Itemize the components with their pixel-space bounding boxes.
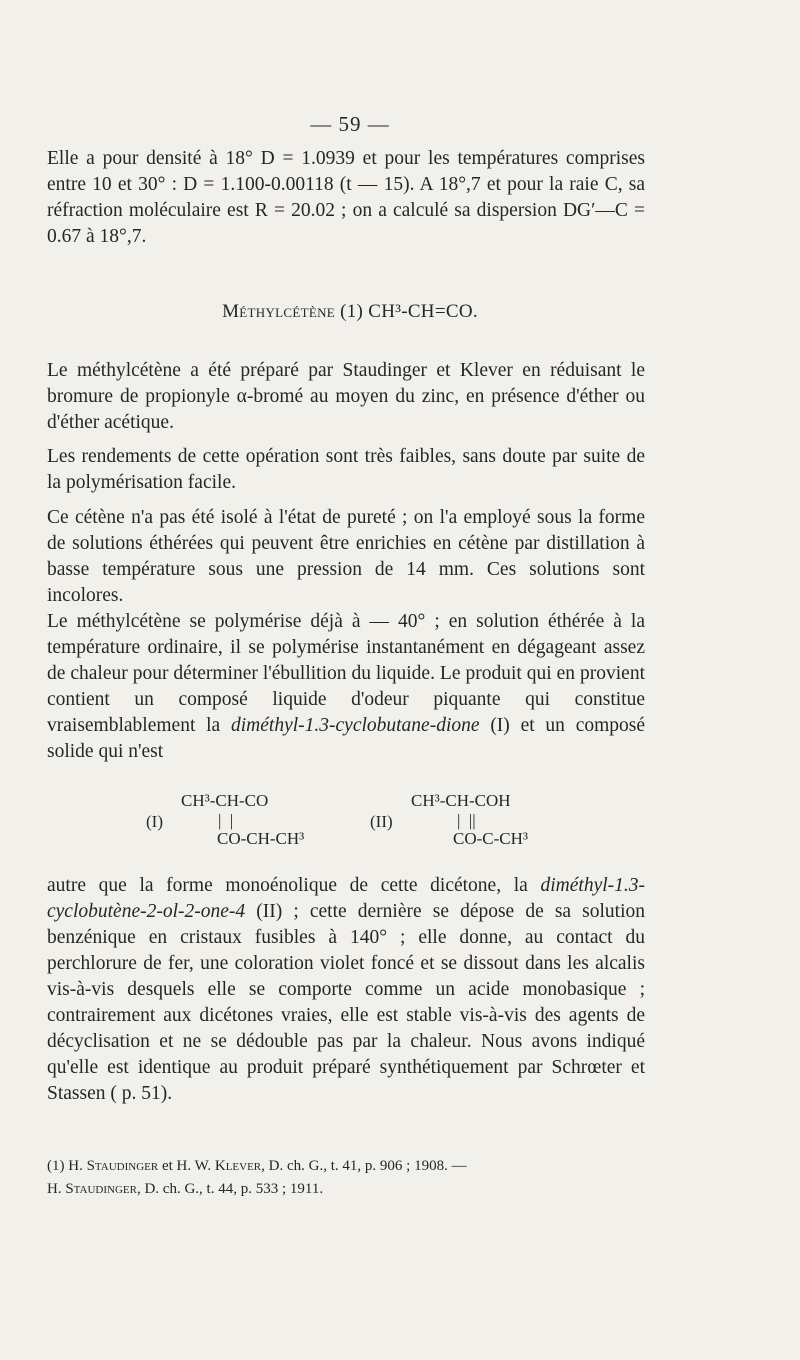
footnote <box>47 1155 647 1201</box>
paragraph-isolation: Ce cétène n'a pas été isolé à l'état de pureté ; on l'a employé sous la forme de solutions éthérées qui peuvent être enrichies en cétène par distillation à basse température sous une pression de 14 mm. Ces solutions sont incolores. <box>47 507 645 606</box>
formula-1-bottom: CO-CH-CH³ <box>217 829 305 848</box>
footnote-author-prefix: H. <box>47 1181 62 1197</box>
footnote-author-staudinger-2: Staudinger <box>65 1181 137 1197</box>
footnote-and: et H. W. <box>161 1158 212 1174</box>
section-title-formula: CH³-CH=CO. <box>368 301 478 322</box>
formula-2-bonds: | || <box>457 811 476 830</box>
formula-2-top: CH³-CH-COH <box>411 791 511 810</box>
footnote-author-staudinger: Staudinger <box>86 1158 159 1174</box>
paragraph-enol-head: autre que la forme monoénolique de cette dicétone, la <box>47 875 528 896</box>
footnote-reference-1: , D. ch. G., t. 41, p. 906 ; 1908. — <box>261 1158 467 1174</box>
paragraph-preparation: Le méthylcétène a été préparé par Staudinger et Klever en réduisant le bromure de propionyle α-bromé au moyen du zinc, en présence d'éther ou d'éther acétique. <box>47 360 645 433</box>
footnote-marker: (1) H. <box>47 1158 83 1174</box>
section-title <box>0 301 700 323</box>
section-title-name: Méthylcétène <box>222 301 336 322</box>
paragraph-density: Elle a pour densité à 18° D = 1.0939 et pour les températures comprises entre 10 et 30° : D = 1.100-0.00118 (t — 15). A 18°,7 et pour la raie C, sa réfraction moléculaire est R = 20.02 ; on a calculé sa dispersion DG′—C = 0.67 à 18°,7. <box>47 148 645 247</box>
paragraph-yields: Les rendements de cette opération sont très faibles, sans doute par suite de la polymérisation facile. <box>47 446 645 493</box>
paragraph-polymerisation-text: Le méthylcétène se polymérise déjà à — 40° ; en solution éthérée à la température ordinaire, il se polymérise instantanément en dégageant assez de chaleur pour déterminer l'ébullition du liquide. Le produit qui en provient contient un composé liquide d'odeur piquante qui constitue vraisemblablement la <box>47 611 645 736</box>
formula-2-bottom: CO-C-CH³ <box>453 829 528 848</box>
paragraph-polymerisation-tail: (I) et un composé solide qui n'est <box>47 715 646 762</box>
formula-2-label: (II) <box>370 812 393 831</box>
compound-name-dione: diméthyl-1.3-cyclobutane-dione <box>231 715 480 736</box>
paragraph-enol-tail: (II) ; cette dernière se dépose de sa solution benzénique en cristaux fusibles à 140° ; elle donne, au contact du perchlorure de fer, une coloration violet foncé et se dissout dans les alcalis vis-à-vis desquels elle se comporte comme un acide monobasique ; contrairement aux dicétones vraies, elle est stable vis-à-vis des agents de décyclisation et ne se dédouble pas par la chaleur. Nous avons indiqué qu'elle est identique au produit préparé synthétiquement par Schrœter et Stassen ( p. 51). <box>47 901 646 1104</box>
paragraph-enol <box>47 873 645 1107</box>
compound-name-enol: diméthyl-1.3-cyclobutène-2-ol-2-one-4 <box>47 875 646 922</box>
footnote-author-klever: Klever <box>214 1158 262 1174</box>
formula-1-bonds: | | <box>218 811 234 830</box>
formula-1-label: (I) <box>146 812 163 831</box>
footnote-reference-2: , D. ch. G., t. 44, p. 533 ; 1911. <box>136 1181 324 1197</box>
formula-1-top: CH³-CH-CO <box>181 791 269 810</box>
page-number: — 59 — <box>310 112 390 136</box>
paragraph-polymerisation <box>47 609 645 765</box>
section-title-note: (1) <box>340 301 364 322</box>
